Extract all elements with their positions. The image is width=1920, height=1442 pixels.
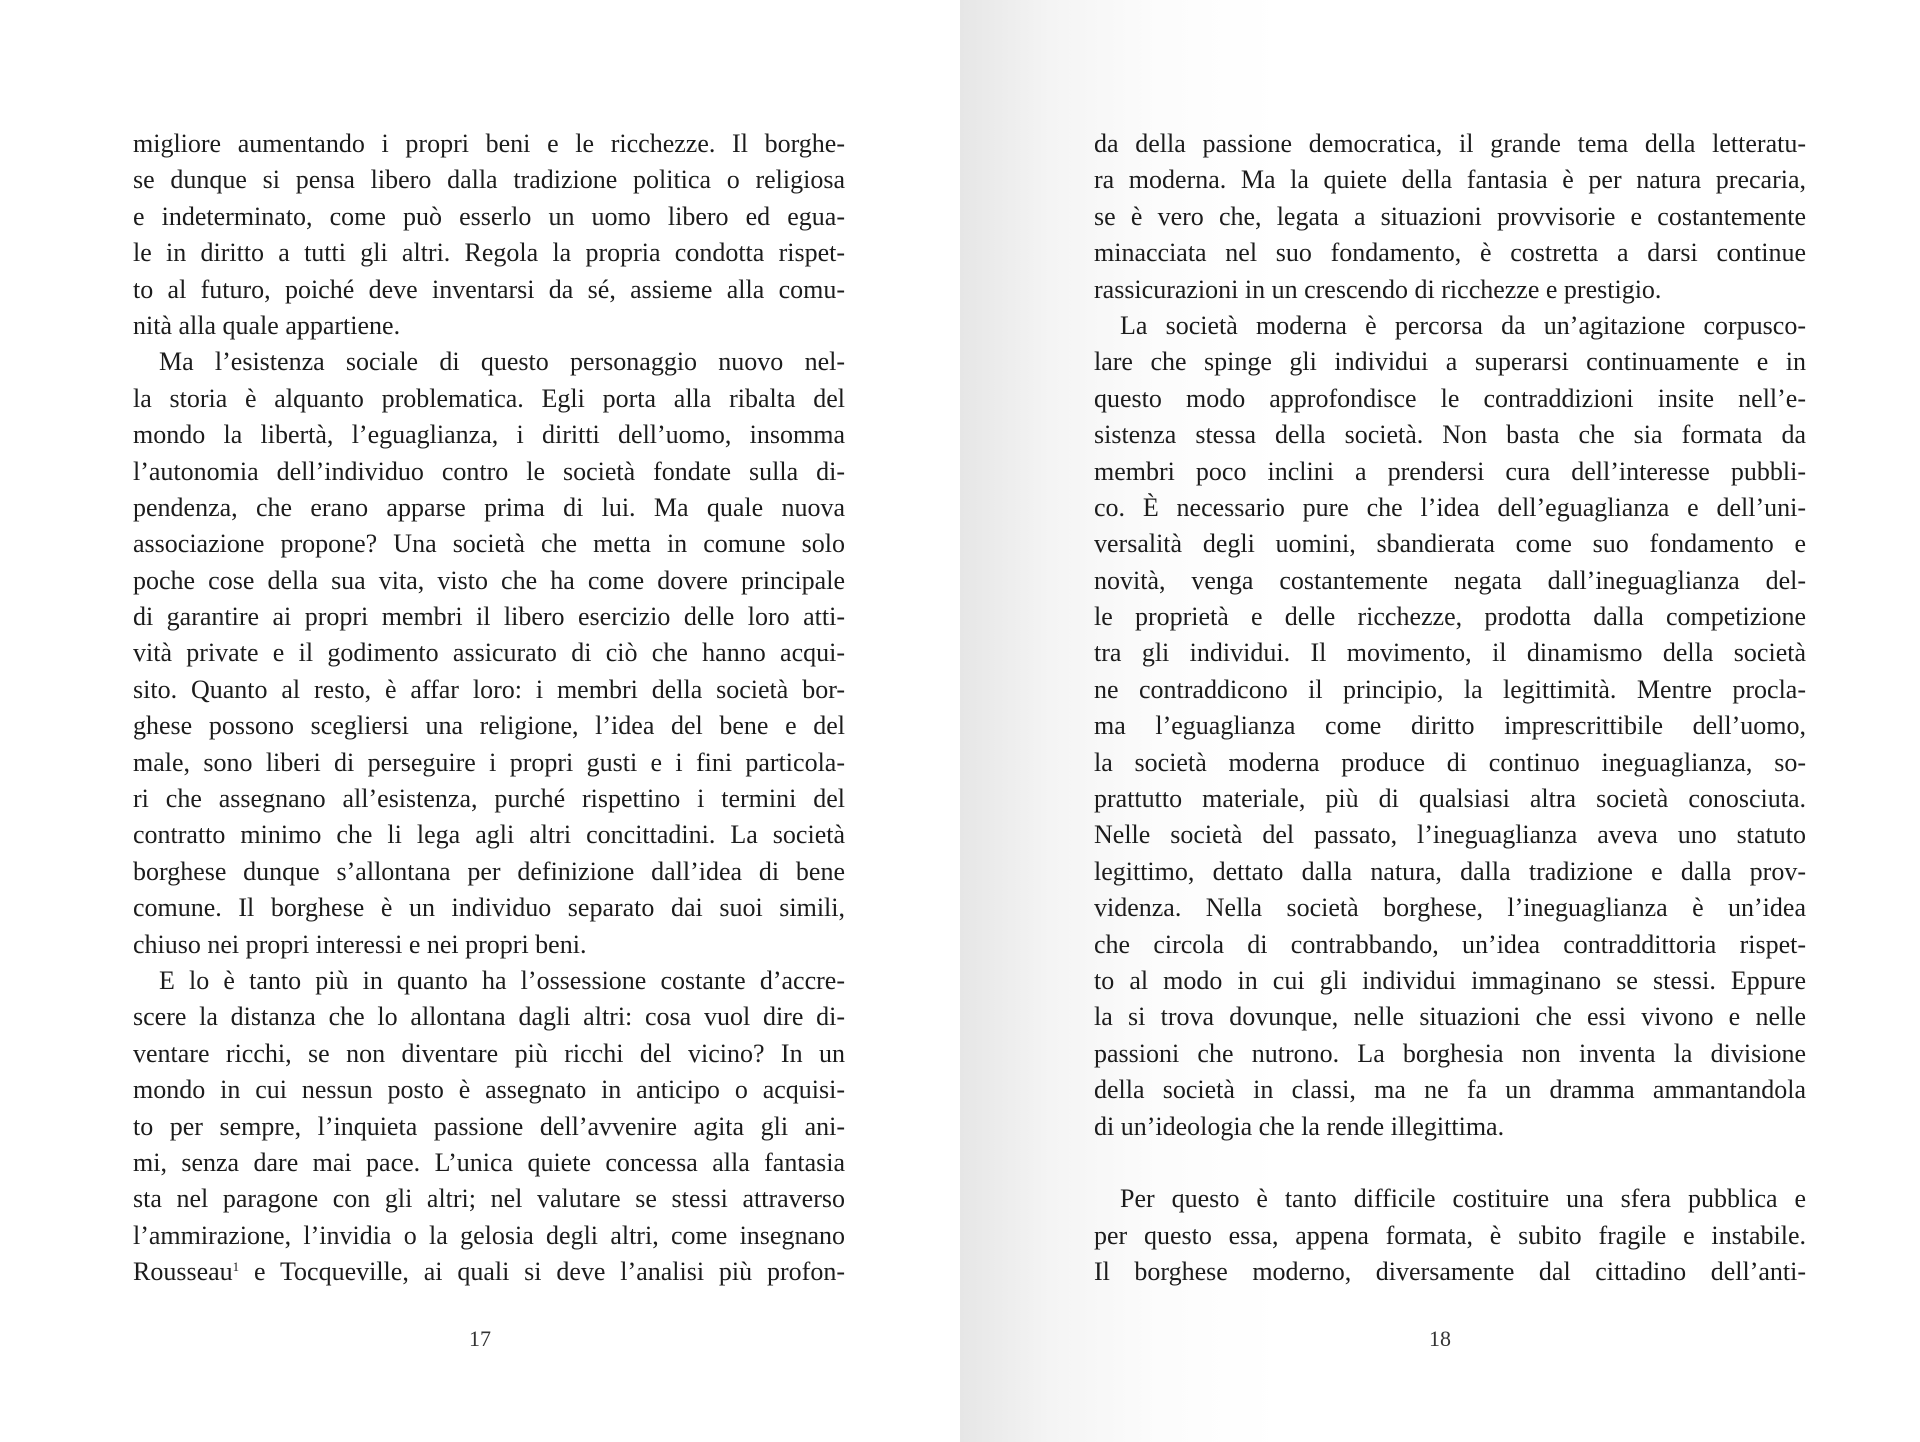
text-line: scere la distanza che lo allontana dagli altri: cosa vuol dire di- — [133, 1002, 845, 1032]
text-line: ghese possono scegliersi una religione, l’idea del bene e del — [133, 711, 845, 741]
text-line: E lo è tanto più in quanto ha l’ossessione costante d’accre- — [159, 965, 845, 995]
text-line: della società in classi, ma ne fa un dramma ammantandola — [1094, 1075, 1806, 1105]
text-line: passioni che nutrono. La borghesia non inventa la divisione — [1094, 1038, 1806, 1068]
text-line: che circola di contrabbando, un’idea contraddittoria rispet- — [1094, 929, 1806, 959]
text-line: associazione propone? Una società che metta in comune solo — [133, 529, 845, 559]
text-line: migliore aumentando i propri beni e le ricchezze. Il borghe- — [133, 129, 845, 158]
text-line: pendenza, che erano apparse prima di lui. Ma quale nuova — [133, 492, 845, 522]
text-line: da della passione democratica, il grande tema della letteratu- — [1094, 129, 1806, 158]
text-line: nità alla quale appartiene. — [133, 310, 401, 340]
text-line: l’ammirazione, l’invidia o la gelosia degli altri, come insegnano — [133, 1220, 845, 1250]
text-line: tra gli individui. Il movimento, il dinamismo della società — [1094, 638, 1806, 668]
text-line: Nelle società del passato, l’ineguaglianza aveva uno statuto — [1094, 820, 1806, 850]
text-line: videnza. Nella società borghese, l’ineguaglianza è un’idea — [1094, 893, 1806, 923]
text-line: sistenza stessa della società. Non basta che sia formata da — [1094, 420, 1806, 450]
text-line: le in diritto a tutti gli altri. Regola la propria condotta rispet- — [133, 238, 845, 268]
page-number-right: 18 — [1429, 1326, 1451, 1351]
text-line: legittimo, dettato dalla natura, dalla tradizione e dalla prov- — [1094, 856, 1806, 886]
text-line: Il borghese moderno, diversamente dal cittadino dell’anti- — [1094, 1257, 1806, 1287]
text-line: poche cose della sua vita, visto che ha come dovere principale — [133, 565, 845, 595]
text-line: la società moderna produce di continuo ineguaglianza, so- — [1094, 747, 1806, 777]
text-line: ra moderna. Ma la quiete della fantasia è per natura precaria, — [1094, 165, 1806, 195]
text-line: di un’ideologia che la rende illegittima. — [1094, 1111, 1505, 1141]
text-line: comune. Il borghese è un individuo separato dai suoi simili, — [133, 893, 845, 923]
right-page — [960, 0, 1920, 1442]
text-line: novità, venga costantemente negata dall’ineguaglianza del- — [1094, 565, 1806, 595]
text-line: le proprietà e delle ricchezze, prodotta dalla competizione — [1094, 602, 1806, 632]
left-page-text — [133, 126, 845, 1291]
right-page-text — [1094, 126, 1806, 1291]
text-line: per questo essa, appena formata, è subito fragile e instabile. — [1094, 1220, 1806, 1250]
text-line: la si trova dovunque, nelle situazioni che essi vivono e nelle — [1094, 1002, 1806, 1032]
text-line: mondo in cui nessun posto è assegnato in anticipo o acquisi- — [133, 1075, 845, 1105]
text-line: male, sono liberi di perseguire i propri gusti e i fini particola- — [133, 747, 845, 777]
text-line: chiuso nei propri interessi e nei propri beni. — [133, 929, 587, 959]
text-fragment: Rousseau — [133, 1257, 233, 1287]
section-break — [1094, 1145, 1806, 1181]
page-number-left: 17 — [469, 1326, 491, 1351]
text-line: ma l’eguaglianza come diritto imprescrittibile dell’uomo, — [1094, 711, 1806, 741]
text-line: to al futuro, poiché deve inventarsi da sé, assieme alla comu- — [133, 274, 845, 304]
text-line: ventare ricchi, se non diventare più ricchi del vicino? In un — [133, 1038, 845, 1068]
text-line: to per sempre, l’inquieta passione dell’avvenire agita gli ani- — [133, 1111, 845, 1141]
text-line: mondo la libertà, l’eguaglianza, i diritti dell’uomo, insomma — [133, 420, 845, 450]
text-line: l’autonomia dell’individuo contro le società fondate sulla di- — [133, 456, 845, 486]
text-line: to al modo in cui gli individui immaginano se stessi. Eppure — [1094, 965, 1806, 995]
text-line: lare che spinge gli individui a superarsi continuamente e in — [1094, 347, 1806, 377]
text-line: mi, senza dare mai pace. L’unica quiete concessa alla fantasia — [133, 1147, 845, 1177]
text-line: vità private e il godimento assicurato di ciò che hanno acqui- — [133, 638, 845, 668]
text-line: La società moderna è percorsa da un’agitazione corpusco- — [1120, 310, 1806, 340]
text-line: e indeterminato, come può esserlo un uomo libero ed egua- — [133, 201, 845, 231]
text-line: di garantire ai propri membri il libero esercizio delle loro atti- — [133, 602, 845, 632]
text-line-with-footnote — [133, 1254, 845, 1290]
text-line: ne contraddicono il principio, la legittimità. Mentre procla- — [1094, 674, 1806, 704]
text-line: membri poco inclini a prendersi cura dell’interesse pubbli- — [1094, 456, 1806, 486]
text-line: se è vero che, legata a situazioni provvisorie e costantemente — [1094, 201, 1806, 231]
text-line: se dunque si pensa libero dalla tradizione politica o religiosa — [133, 165, 845, 195]
text-line: rassicurazioni in un crescendo di ricchezze e prestigio. — [1094, 274, 1662, 304]
text-line: sito. Quanto al resto, è affar loro: i membri della società bor- — [133, 674, 845, 704]
text-line: Ma l’esistenza sociale di questo personaggio nuovo nel- — [159, 347, 845, 377]
text-line: co. È necessario pure che l’idea dell’eguaglianza e dell’uni- — [1094, 492, 1806, 522]
text-line: contratto minimo che li lega agli altri concittadini. La società — [133, 820, 845, 850]
text-line: Per questo è tanto difficile costituire una sfera pubblica e — [1120, 1184, 1806, 1214]
footnote-marker[interactable]: 1 — [232, 1259, 240, 1275]
text-line: versalità degli uomini, sbandierata come suo fondamento e — [1094, 529, 1806, 559]
text-line: minacciata nel suo fondamento, è costretta a darsi continue — [1094, 238, 1806, 268]
text-line: borghese dunque s’allontana per definizione dall’idea di bene — [133, 856, 845, 886]
text-line: ri che assegnano all’esistenza, purché rispettino i termini del — [133, 784, 845, 814]
text-line: la storia è alquanto problematica. Egli porta alla ribalta del — [133, 383, 845, 413]
text-fragment: e Tocqueville, ai quali si deve l’analisi più profon- — [239, 1257, 845, 1287]
text-line: sta nel paragone con gli altri; nel valutare se stessi attraverso — [133, 1184, 845, 1214]
text-line: questo modo approfondisce le contraddizioni insite nell’e- — [1094, 383, 1806, 413]
text-line: prattutto materiale, più di qualsiasi altra società conosciuta. — [1094, 784, 1806, 814]
